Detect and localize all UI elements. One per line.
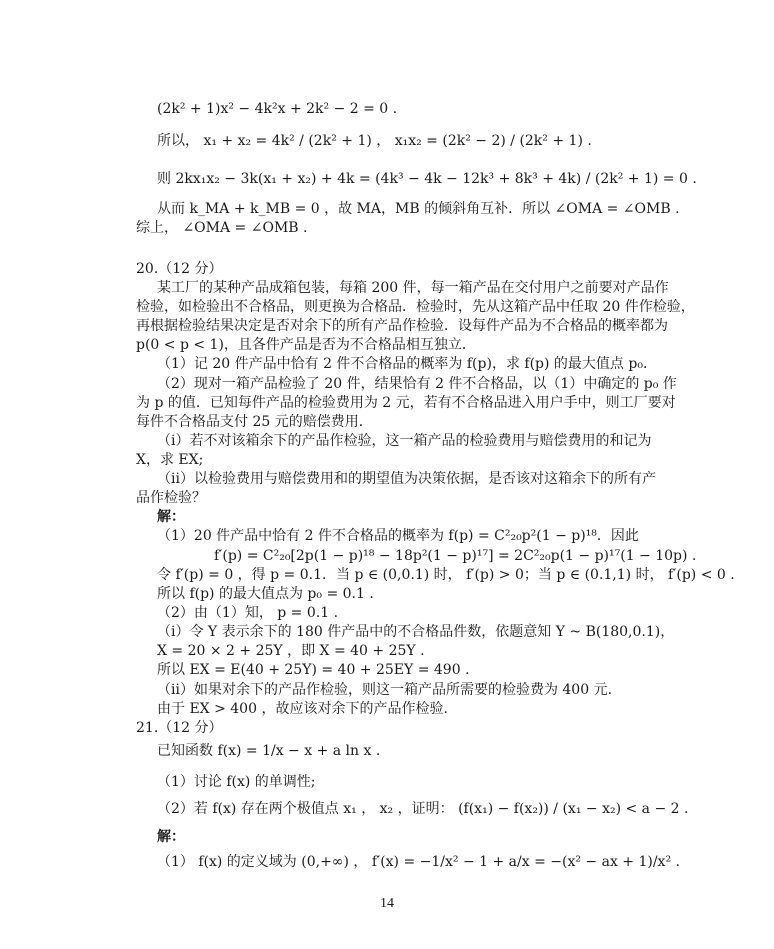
line-15: （ⅰ）若不对该箱余下的产品作检验，这一箱产品的检验费用与赔偿费用的和记为	[157, 433, 652, 449]
line-18: 品作检验？	[136, 490, 206, 506]
line-4: 从而 k_MA + k_MB = 0 ，故 MA，MB 的倾斜角互补．所以 ∠OMA = ∠OMB .	[157, 201, 680, 217]
solution-label-21: 解：	[157, 829, 185, 845]
line-10: p(0 < p < 1)，且各件产品是否为不合格品相互独立．	[136, 337, 476, 353]
line-27: 所以 EX = E(40 + 25Y) = 40 + 25EY = 490 .	[157, 662, 470, 678]
line-26: X = 20 × 2 + 25Y ，即 X = 40 + 25Y .	[157, 643, 425, 659]
line-20: （1）20 件产品中恰有 2 件不合格品的概率为 f(p) = C²₂₀p²(1 − p)¹⁸．因此	[157, 528, 639, 544]
line-9: 再根据检验结果决定是否对余下的所有产品作检验．设每件产品为不合格品的概率都为	[136, 318, 668, 334]
page-number: 14	[380, 896, 394, 911]
line-23: 所以 f(p) 的最大值点为 p₀ = 0.1 .	[157, 586, 374, 602]
line-7: 某工厂的某种产品成箱包装，每箱 200 件，每一箱产品在交付用户之前要对产品作	[157, 280, 669, 296]
line-14: 每件不合格品支付 25 元的赔偿费用．	[136, 414, 373, 430]
question-21-title: 21.（12 分）	[136, 720, 223, 736]
line-24: （2）由（1）知， p = 0.1 .	[157, 605, 339, 621]
line-31: 已知函数 f(x) = 1/x − x + a ln x .	[157, 743, 381, 759]
line-12: （2）现对一箱产品检验了 20 件，结果恰有 2 件不合格品，以（1）中确定的 p₀ 作	[157, 376, 677, 392]
line-2: 所以， x₁ + x₂ = 4k² / (2k² + 1) ， x₁x₂ = (2k² − 2) / (2k² + 1) .	[157, 133, 592, 149]
line-13: 为 p 的值．已知每件产品的检验费用为 2 元，若有不合格品进入用户手中，则工厂要对	[136, 395, 676, 411]
line-22: 令 f′(p) = 0 ，得 p = 0.1．当 p ∈ (0,0.1) 时， f′(p) > 0；当 p ∈ (0.1,1) 时， f′(p) < 0 .	[157, 567, 735, 583]
line-28: （ⅱ）如果对余下的产品作检验，则这一箱产品所需要的检验费为 400 元.	[157, 682, 613, 698]
line-8: 检验，如检验出不合格品，则更换为合格品．检验时，先从这箱产品中任取 20 件作检验，	[136, 299, 695, 315]
line-25: （ⅰ）令 Y 表示余下的 180 件产品中的不合格品件数，依题意知 Y ~ B(180,0.1)，	[157, 624, 675, 640]
line-33: （2）若 f(x) 存在两个极值点 x₁ ， x₂ ，证明： (f(x₁) − f(x₂)) / (x₁ − x₂) < a − 2 .	[157, 801, 689, 817]
line-16: X，求 EX;	[136, 452, 204, 468]
line-29: 由于 EX > 400 ，故应该对余下的产品作检验.	[157, 701, 448, 717]
line-32: （1）讨论 f(x) 的单调性;	[157, 774, 316, 790]
line-17: （ⅱ）以检验费用与赔偿费用和的期望值为决策依据，是否该对这箱余下的所有产	[157, 471, 656, 487]
line-21: f′(p) = C²₂₀[2p(1 − p)¹⁸ − 18p²(1 − p)¹⁷] = 2C²₂₀p(1 − p)¹⁷(1 − 10p) .	[214, 548, 697, 564]
line-35: （1） f(x) 的定义域为 (0,+∞) ， f′(x) = −1/x² − 1 + a/x = −(x² − ax + 1)/x² .	[157, 854, 680, 870]
line-5: 综上， ∠OMA = ∠OMB .	[136, 220, 308, 236]
line-1: (2k² + 1)x² − 4k²x + 2k² − 2 = 0 .	[157, 101, 398, 117]
line-11: （1）记 20 件产品中恰有 2 件不合格品的概率为 f(p)，求 f(p) 的最大值点 p₀．	[157, 356, 657, 372]
solution-label-20: 解：	[157, 509, 185, 525]
question-20-title: 20.（12 分）	[136, 261, 223, 277]
line-3: 则 2kx₁x₂ − 3k(x₁ + x₂) + 4k = (4k³ − 4k − 12k³ + 8k³ + 4k) / (2k² + 1) = 0 .	[157, 171, 697, 187]
